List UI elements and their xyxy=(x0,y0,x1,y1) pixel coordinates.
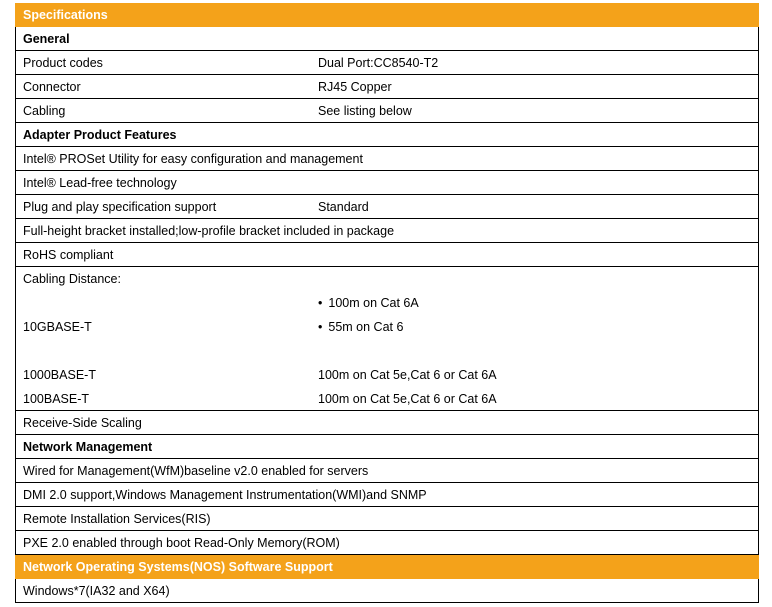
management-row xyxy=(15,507,759,531)
feature-row-rohs xyxy=(15,243,759,267)
bullet-item xyxy=(318,315,403,339)
management-text: Wired for Management(WfM)baseline v2.0 enabled for servers xyxy=(23,463,369,478)
section-header-specifications xyxy=(15,3,759,27)
feature-row-bracket xyxy=(15,219,759,243)
feature-text: Intel® PROSet Utility for easy configuration and management xyxy=(23,151,363,166)
nos-text: Windows*7(IA32 and X64) xyxy=(23,583,170,598)
cabling-distance-title: Cabling Distance: xyxy=(23,272,121,286)
feature-row-rss xyxy=(15,411,759,435)
management-row xyxy=(15,483,759,507)
spec-value: Standard xyxy=(318,199,369,214)
spec-value: See listing below xyxy=(318,103,412,118)
feature-row-leadfree xyxy=(15,171,759,195)
section-header-nos-support xyxy=(15,555,759,579)
spec-label: Cabling xyxy=(23,103,66,118)
spec-label: Plug and play specification support xyxy=(23,199,217,214)
section-title: Network Management xyxy=(23,439,153,454)
spec-row-connector xyxy=(15,75,759,99)
management-row xyxy=(15,459,759,483)
feature-text: Intel® Lead-free technology xyxy=(23,175,177,190)
section-title: General xyxy=(23,31,70,46)
bullet-text: 100m on Cat 6A xyxy=(328,296,419,310)
spec-value: Dual Port:CC8540-T2 xyxy=(318,55,439,70)
bullet-item xyxy=(318,291,419,315)
feature-row-plug-and-play xyxy=(15,195,759,219)
section-header-network-management xyxy=(15,435,759,459)
spec-value-1000base-t: 100m on Cat 5e,Cat 6 or Cat 6A xyxy=(318,368,497,382)
management-row xyxy=(15,531,759,555)
nos-row xyxy=(15,579,759,603)
spec-value: RJ45 Copper xyxy=(318,79,392,94)
spec-label-100base-t: 100BASE-T xyxy=(23,392,90,406)
section-title: Network Operating Systems(NOS) Software Support xyxy=(23,559,333,574)
spec-label: Connector xyxy=(23,79,81,94)
specifications-table xyxy=(15,3,759,603)
section-header-general xyxy=(15,27,759,51)
spec-value-100base-t: 100m on Cat 5e,Cat 6 or Cat 6A xyxy=(318,392,497,406)
section-title: Specifications xyxy=(23,8,108,22)
bullet-icon: • xyxy=(318,296,323,310)
spec-row-product-codes xyxy=(15,51,759,75)
feature-text: RoHS compliant xyxy=(23,247,114,262)
section-title: Adapter Product Features xyxy=(23,127,177,142)
spec-row-cabling xyxy=(15,99,759,123)
feature-row-proset xyxy=(15,147,759,171)
feature-text: Full-height bracket installed;low-profile bracket included in package xyxy=(23,223,395,238)
management-text: DMI 2.0 support,Windows Management Instrumentation(WMI)and SNMP xyxy=(23,487,427,502)
management-text: Remote Installation Services(RIS) xyxy=(23,511,211,526)
bullet-text: 55m on Cat 6 xyxy=(328,320,404,334)
section-header-adapter-features xyxy=(15,123,759,147)
management-text: PXE 2.0 enabled through boot Read-Only Memory(ROM) xyxy=(23,535,340,550)
spec-label-1000base-t: 1000BASE-T xyxy=(23,368,96,382)
feature-text: Receive-Side Scaling xyxy=(23,415,142,430)
bullet-icon: • xyxy=(318,320,323,334)
spec-label: Product codes xyxy=(23,55,103,70)
cabling-distance-block xyxy=(15,267,759,411)
spec-label-10gbase-t: 10GBASE-T xyxy=(23,320,92,334)
